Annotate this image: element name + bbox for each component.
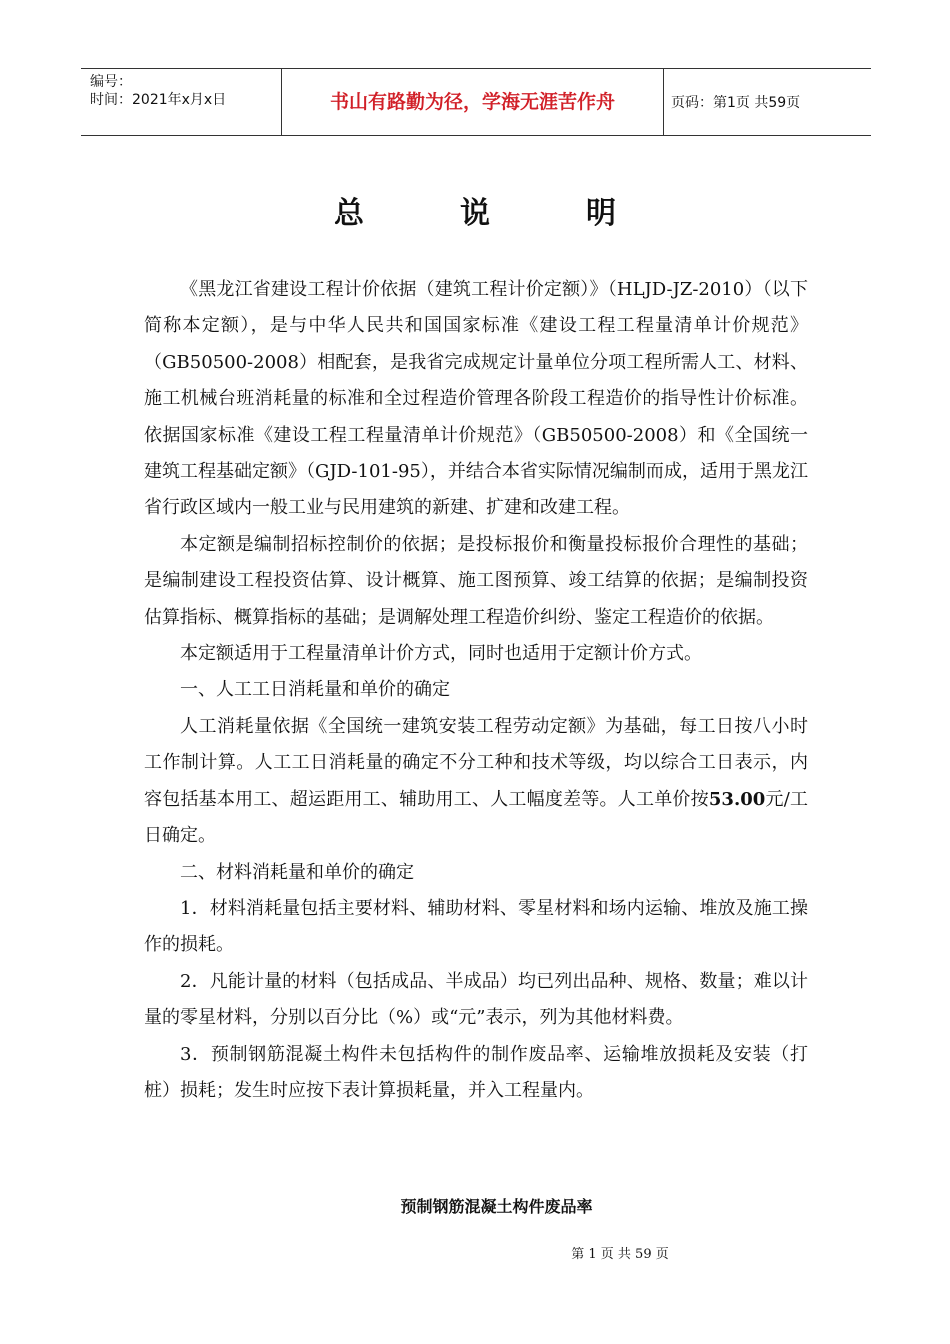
section-heading-material: 二、材料消耗量和单价的确定 xyxy=(180,861,414,883)
number-label: 编号： xyxy=(90,74,132,90)
labor-price-value: 53.00 xyxy=(708,788,766,810)
table-title: 预制钢筋混凝土构件废品率 xyxy=(400,1197,593,1216)
paragraph-labor-text: 人工消耗量依据《全国统一建筑安装工程劳动定额》为基础，每工日按八小时工作制计算。人工工日消耗量的确定不分工种和技术等级，均以综合工日表示，内容包括基本用工、超运距用工、辅助用工、人工幅度差等。人工单价按 xyxy=(144,715,808,810)
page-info: 页码：第1页 共59页 xyxy=(671,95,801,111)
time-label: 时间：2021年x月x日 xyxy=(90,92,227,108)
paragraph-material-1: 1．材料消耗量包括主要材料、辅助材料、零星材料和场内运输、堆放及施工操作的损耗。 xyxy=(144,897,808,956)
page-title: 总说明 xyxy=(334,196,712,231)
paragraph-material-2: 2．凡能计量的材料（包括成品、半成品）均已列出品种、规格、数量；难以计量的零星材料，分别以百分比（%）或“元”表示，列为其他材料费。 xyxy=(144,970,808,1029)
paragraph-purpose: 本定额是编制招标控制价的依据；是投标报价和衡量投标报价合理性的基础；是编制建设工程投资估算、设计概算、施工图预算、竣工结算的依据；是编制投资估算指标、概算指标的基础；是调解处理工程造价纠纷、鉴定工程造价的依据。 xyxy=(144,533,808,628)
document-body xyxy=(144,272,808,1109)
header-motto: 书山有路勤为径，学海无涯苦作舟 xyxy=(329,91,615,113)
document-header xyxy=(81,68,871,136)
paragraph-intro: 《黑龙江省建设工程计价依据（建筑工程计价定额）》（HLJD-JZ-2010）（以下简称本定额），是与中华人民共和国国家标准《建设工程工程量清单计价规范》（GB50500-2008）相配套，是我省完成规定计量单位分项工程所需人工、材料、施工机械台班消耗量的标准和全过程造价管理各阶段工程造价的指导性计价标准。依据国家标准《建设工程工程量清单计价规范》（GB50500-2008）和《全国统一建筑工程基础定额》（GJD-101-95），并结合本省实际情况编制而成，适用于黑龙江省行政区域内一般工业与民用建筑的新建、扩建和改建工程。 xyxy=(144,279,808,519)
header-right-cell xyxy=(663,69,871,135)
header-middle-cell xyxy=(281,69,664,135)
paragraph-material-3: 3．预制钢筋混凝土构件未包括构件的制作废品率、运输堆放损耗及安装（打桩）损耗；发生时应按下表计算损耗量，并入工程量内。 xyxy=(144,1043,808,1101)
section-heading-labor: 一、人工工日消耗量和单价的确定 xyxy=(180,679,450,701)
labor-price-suffix: 元/工日确定。 xyxy=(144,788,808,847)
header-left-cell xyxy=(81,69,281,135)
paragraph-scope: 本定额适用于工程量清单计价方式，同时也适用于定额计价方式。 xyxy=(180,643,702,665)
paragraph-labor xyxy=(144,709,808,855)
page-footer: 第 1 页 共 59 页 xyxy=(571,1247,669,1262)
